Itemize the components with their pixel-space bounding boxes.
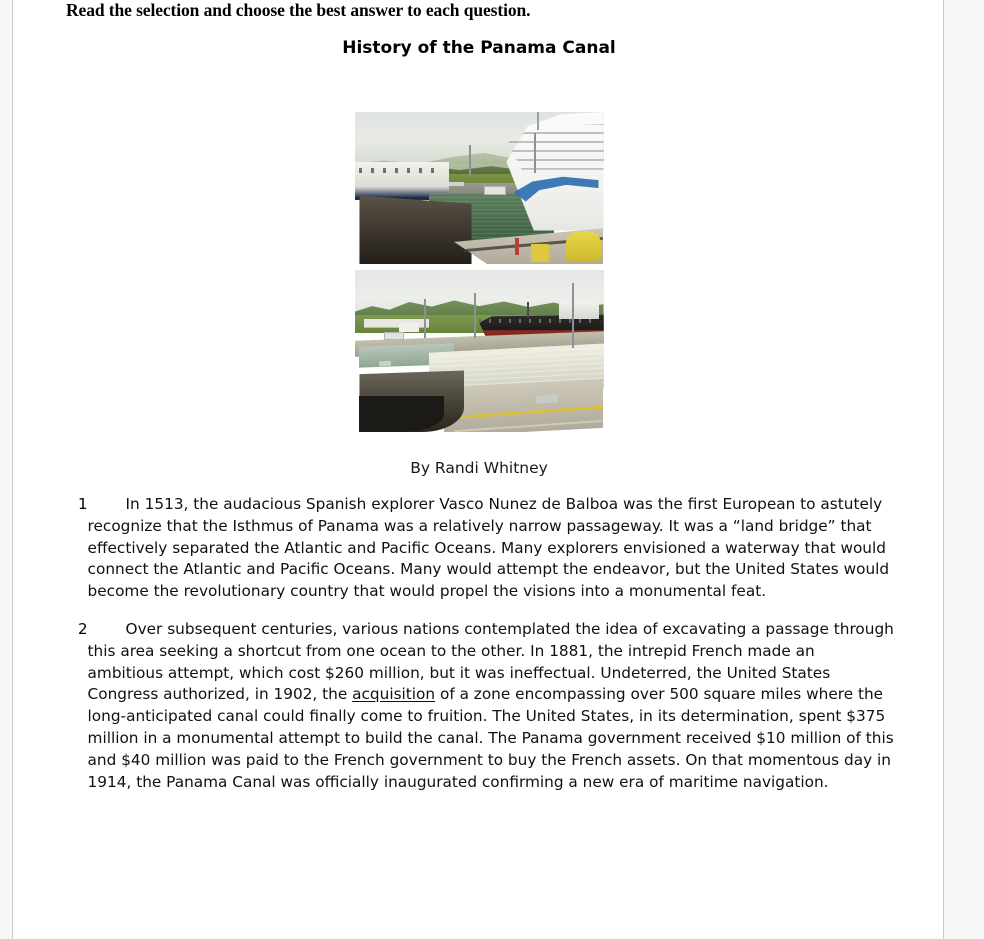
- lamp-post: [534, 133, 536, 173]
- yellow-bollard: [531, 244, 548, 262]
- lock-gate-shadow: [359, 396, 444, 432]
- parked-car: [379, 360, 391, 366]
- lamp-post: [424, 299, 426, 338]
- panama-canal-lock-cruise-ship-photo: [355, 112, 604, 264]
- page-title: History of the Panama Canal: [342, 38, 616, 58]
- underlined-term: acquisition: [352, 685, 436, 704]
- panama-canal-lock-cargo-ship-photo: [355, 270, 604, 432]
- cargo-ship-mast: [527, 302, 529, 317]
- document-content: [13, 0, 943, 939]
- parked-bus: [384, 332, 403, 340]
- paragraph-text: [88, 619, 944, 793]
- shore-building: [364, 319, 429, 328]
- article-body: [13, 494, 944, 809]
- quay-pavement: [444, 379, 603, 432]
- paragraph-number: 1: [78, 495, 88, 513]
- paragraph-text-part: of a zone encompassing over 500 square miles where the long-anticipated canal could finally come to fruition. The United States, in its determination, spent $375 million in a monumental attempt to build the canal. The Panama government received $10 million of this and $40 million was paid to the French government to buy the French assets. On that momentous day in 1914, the Panama Canal was officially inaugurated confirming a new era of maritime navigation.: [87, 685, 894, 791]
- service-truck: [484, 186, 506, 194]
- paragraph-text-part: Over subsequent centuries, various nations contemplated the idea of excavating a passage through this area seeking a shortcut from one ocean to the other. In 1881, the intrepid French made an ambitious attempt, which cost $260 million, but it was ineffectual. Undeterred, the United States Congress authorized, in 1902, the: [87, 619, 894, 704]
- parked-car: [449, 182, 464, 187]
- reading-instruction: Read the selection and choose the best answer to each question.: [66, 0, 531, 20]
- lamp-post: [572, 283, 574, 348]
- service-truck: [536, 394, 558, 403]
- paragraph-2: [13, 619, 944, 793]
- paragraph-text-part: In 1513, the audacious Spanish explorer Vasco Nunez de Balboa was the first European to astutely recognize that the Isthmus of Panama was a relatively narrow passageway. It was a “land bridge” that effectively separated the Atlantic and Pacific Oceans. Many explorers envisioned a waterway that would connect the Atlantic and Pacific Oceans. Many would attempt the endeavor, but the United States would become the revolutionary country that would propel the visions into a monumental feat.: [87, 495, 890, 601]
- figure-stack: [13, 88, 944, 432]
- paragraph-1: [13, 494, 944, 603]
- paragraph-number: 2: [78, 619, 88, 638]
- shore-building: [399, 323, 419, 331]
- cargo-ship-deck: [479, 319, 594, 324]
- cargo-ship-windows: [359, 168, 439, 173]
- lamp-post: [474, 293, 476, 338]
- cruise-ship-mast: [537, 112, 539, 130]
- lock-gate: [359, 196, 471, 264]
- yellow-equipment: [566, 231, 601, 261]
- document-page: [12, 0, 944, 939]
- cargo-ship-superstructure: [559, 302, 599, 318]
- paragraph-text: [88, 494, 944, 603]
- lamp-post: [469, 145, 471, 175]
- author-byline: By Randi Whitney: [410, 459, 548, 477]
- red-post: [515, 238, 519, 255]
